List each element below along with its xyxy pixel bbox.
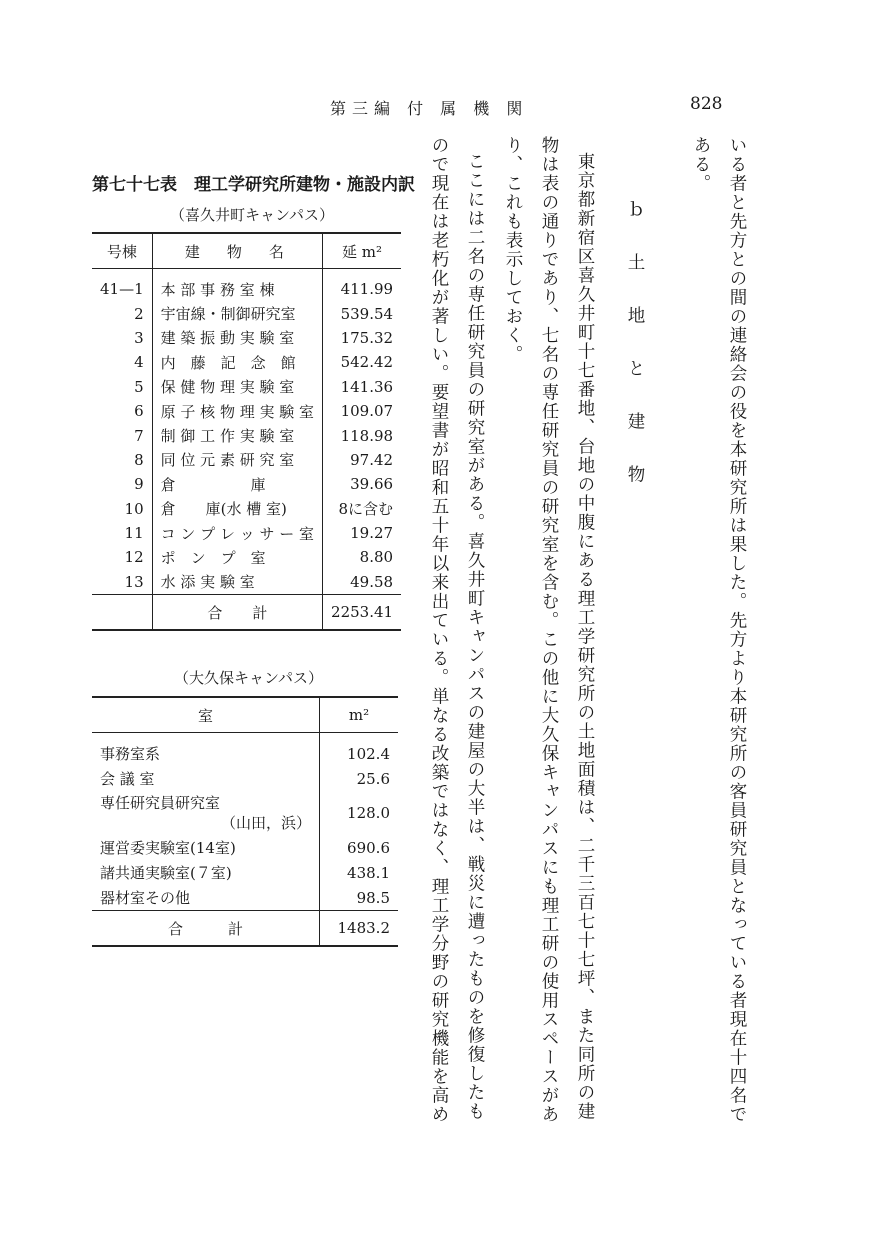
table-row (92, 448, 401, 472)
row-name-cell (92, 791, 320, 835)
okubo-table (92, 696, 398, 947)
row-no: 4 (92, 350, 152, 374)
table-row (92, 766, 398, 791)
row-no: 11 (92, 521, 152, 545)
body-column-3: 東京都新宿区喜久井町十七番地、台地の中腹にある理工学研究所の土地面積は、二千三百七十七坪、また同所の建 (575, 152, 595, 1121)
table-row (92, 521, 401, 545)
row-no: 13 (92, 570, 152, 595)
buildings-table (92, 232, 401, 631)
row-name: 倉 庫 (152, 472, 322, 496)
row-name: 宇宙線・制御研究室 (152, 301, 322, 325)
row-area: 19.27 (350, 524, 394, 543)
row-name: 本 部 事 務 室 棟 (152, 269, 322, 302)
row-name: 保 健 物 理 実 験 室 (152, 375, 322, 399)
row-area: 411.99 (340, 280, 394, 299)
row-area: 8.80 (359, 548, 394, 567)
body-column-6: ここには二名の専任研究員の研究室がある。喜久井町キャンパスの建屋の大半は、戦災に遭ったものを修復したも (465, 152, 485, 1121)
body-column-1: いる者と先方との間の連絡会の役を本研究所は果した。先方より本研究所の客員研究員となっている者現在十四名で (727, 136, 747, 1124)
table-row (92, 497, 401, 521)
row-area: 109.07 (340, 402, 394, 421)
table-header-row (92, 697, 398, 733)
table-row (92, 301, 401, 325)
column-header-area: m² (320, 697, 399, 733)
row-no: 6 (92, 399, 152, 423)
table2-caption: （大久保キャンパス） (174, 669, 323, 687)
row-name: 諸共通実験室(７室) (92, 860, 320, 885)
table-row (92, 399, 401, 423)
row-area: 25.6 (356, 769, 390, 788)
column-header-name: 建 物 名 (152, 233, 322, 269)
row-no: 9 (92, 472, 152, 496)
body-column-5: り、これも表示しておく。 (503, 136, 523, 364)
row-area: 98.5 (356, 888, 390, 907)
row-name: 倉 庫(水 槽 室) (152, 497, 322, 521)
row-name: 内 藤 記 念 館 (152, 350, 322, 374)
total-spacer (92, 595, 152, 631)
body-column-2: ある。 (691, 136, 711, 193)
row-name: 建 築 振 動 実 験 室 (152, 326, 322, 350)
row-area: 102.4 (347, 744, 390, 763)
row-no: 41—1 (92, 269, 152, 302)
table-row (92, 733, 398, 767)
row-area: 128.0 (347, 804, 390, 822)
row-no: 2 (92, 301, 152, 325)
table-row (92, 326, 401, 350)
total-value: 1483.2 (320, 911, 399, 947)
total-value: 2253.41 (323, 595, 402, 631)
row-name: ポ ン プ 室 (152, 545, 322, 569)
row-area: 141.36 (340, 377, 394, 396)
table-row (92, 375, 401, 399)
row-name: 制 御 工 作 実 験 室 (152, 423, 322, 447)
page-number: 828 (690, 94, 723, 114)
row-name: 事務室系 (92, 733, 320, 767)
row-area: 39.66 (350, 475, 394, 494)
table-row (92, 423, 401, 447)
section-heading: ｂ 土 地 と 建 物 (625, 200, 645, 492)
table-total-row (92, 911, 398, 947)
row-area: 118.98 (340, 426, 394, 445)
total-label: 合 計 (152, 595, 322, 631)
row-no: 3 (92, 326, 152, 350)
row-no: 7 (92, 423, 152, 447)
column-header-area: 延 m² (323, 233, 402, 269)
table-row (92, 570, 401, 595)
row-area: 438.1 (347, 863, 390, 882)
table-total-row (92, 595, 401, 631)
column-header-no: 号棟 (92, 233, 152, 269)
table-row (92, 791, 398, 835)
row-area: 539.54 (340, 304, 394, 323)
table-row (92, 545, 401, 569)
body-column-4: 物は表の通りであり、七名の専任研究員の研究室を含む。この他に大久保キャンパスにも理工研の使用スペースがあ (539, 136, 559, 1124)
body-column-7: ので現在は老朽化が著しい。要望書が昭和五十年以来出ている。単なる改築ではなく、理工学分野の研究機能を高め (429, 136, 449, 1124)
table-title: 第七十七表 理工学研究所建物・施設内訳 (92, 175, 415, 195)
table-row (92, 835, 398, 860)
table-header-row (92, 233, 401, 269)
row-name: 運営委実験室(14室) (92, 835, 320, 860)
row-area: 97.42 (350, 450, 394, 469)
row-area: 175.32 (340, 328, 394, 347)
table-row (92, 269, 401, 302)
row-name: 同 位 元 素 研 究 室 (152, 448, 322, 472)
row-name: 専任研究員研究室 (100, 794, 221, 812)
row-area: 8に含む (338, 500, 394, 519)
row-no: 8 (92, 448, 152, 472)
row-area: 49.58 (350, 572, 394, 591)
column-header-room: 室 (92, 697, 320, 733)
row-name-sub: （山田，浜） (220, 814, 311, 832)
table-row (92, 860, 398, 885)
running-header: 第三編 付 属 機 関 (330, 99, 529, 118)
row-name: 原 子 核 物 理 実 験 室 (152, 399, 322, 423)
row-name: 水 添 実 験 室 (152, 570, 322, 595)
total-label: 合 計 (92, 911, 320, 947)
row-area: 542.42 (340, 353, 394, 372)
row-no: 10 (92, 497, 152, 521)
table-row (92, 885, 398, 911)
table-row (92, 472, 401, 496)
row-no: 12 (92, 545, 152, 569)
table1-caption: （喜久井町キャンパス） (170, 206, 334, 224)
row-area: 690.6 (347, 838, 390, 857)
row-name: 会 議 室 (92, 766, 320, 791)
row-name: コ ン プ レ ッ サ ー 室 (152, 521, 322, 545)
table-row (92, 350, 401, 374)
row-no: 5 (92, 375, 152, 399)
row-name: 器材室その他 (92, 885, 320, 911)
